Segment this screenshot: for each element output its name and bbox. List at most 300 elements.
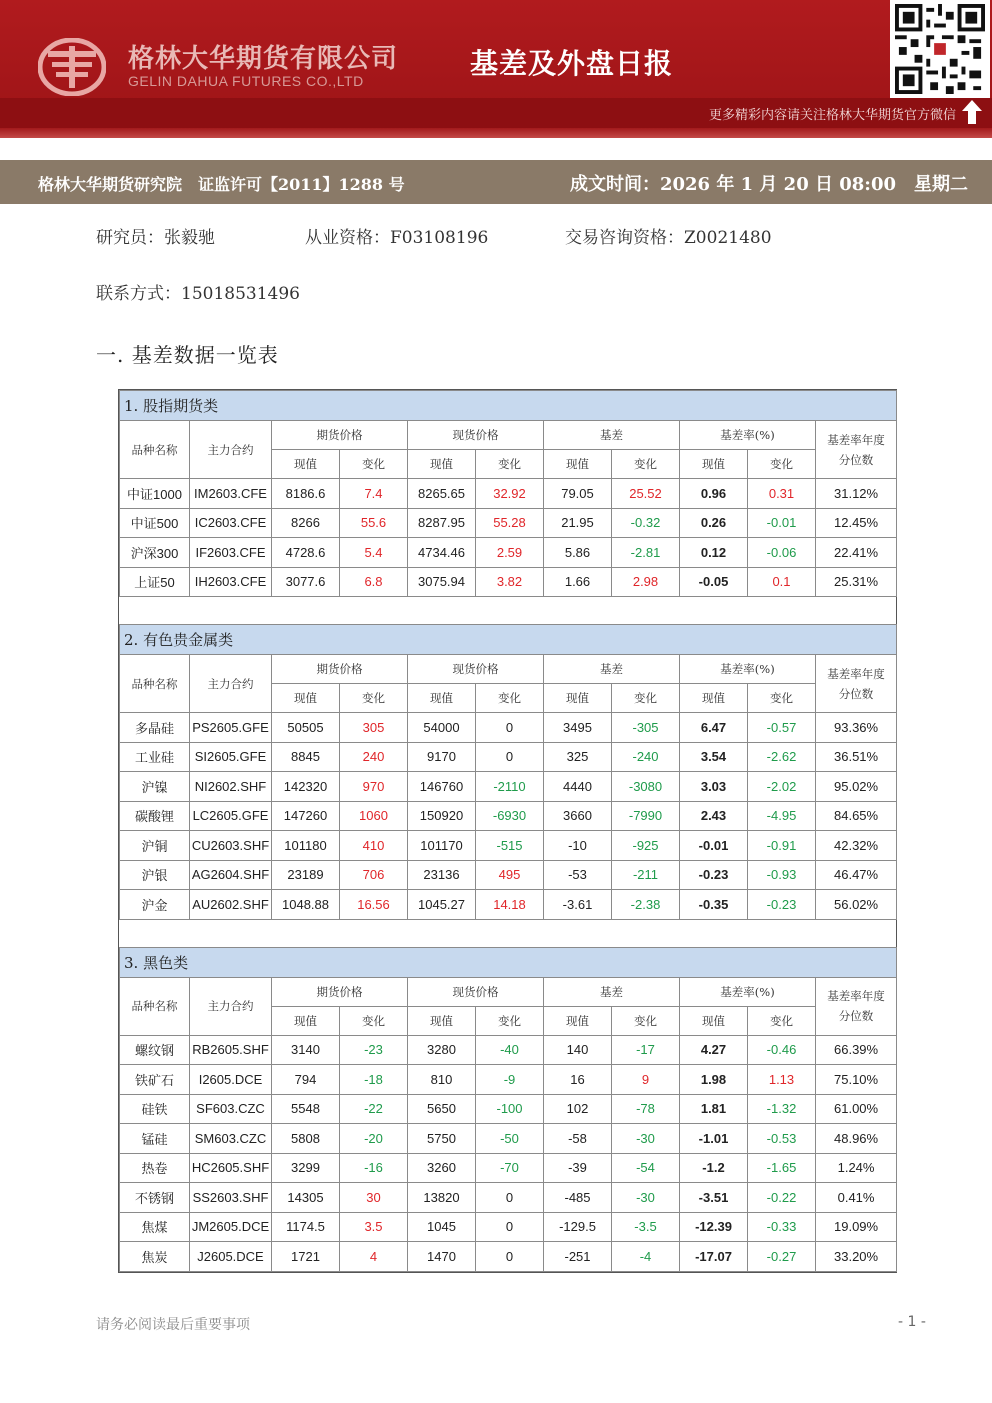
qualification: 从业资格：F03108196	[305, 228, 489, 248]
cell-spot-change: -70	[476, 1153, 544, 1183]
col-header-futures: 期货价格	[272, 655, 408, 684]
cell-basis: -58	[544, 1124, 612, 1154]
cell-futures-price: 8845	[272, 742, 340, 772]
spacer-cell	[120, 919, 897, 947]
table-body	[120, 479, 897, 597]
cell-basis: 3660	[544, 801, 612, 831]
col-header-contract: 主力合约	[190, 977, 272, 1035]
cell-spot-price: 8287.95	[408, 508, 476, 538]
col-header-current: 现值	[408, 1006, 476, 1035]
cell-basis-rate-change: 0.1	[748, 567, 816, 597]
cell-futures-change: 4	[340, 1242, 408, 1272]
cell-spot-change: -9	[476, 1065, 544, 1095]
cell-basis-change: -17	[612, 1035, 680, 1065]
cell-spot-change: 0	[476, 713, 544, 743]
cell-contract: SM603.CZC	[190, 1124, 272, 1154]
company-name-cn: 格林大华期货有限公司	[128, 44, 399, 74]
cell-spot-price: 1045	[408, 1212, 476, 1242]
table-section	[120, 391, 897, 479]
col-header-current: 现值	[544, 684, 612, 713]
cell-percentile: 56.02%	[816, 890, 897, 920]
col-header-percentile: 基差率年度分位数	[816, 421, 897, 479]
cell-percentile: 0.41%	[816, 1183, 897, 1213]
cell-contract: PS2605.GFE	[190, 713, 272, 743]
cell-name: 硅铁	[120, 1094, 190, 1124]
cell-basis-rate-change: 1.13	[748, 1065, 816, 1095]
cell-basis-rate: 3.54	[680, 742, 748, 772]
cell-futures-price: 147260	[272, 801, 340, 831]
table-row	[120, 890, 897, 920]
col-header-contract: 主力合约	[190, 421, 272, 479]
cell-futures-price: 142320	[272, 772, 340, 802]
table-body	[120, 713, 897, 920]
cell-basis-rate: 3.03	[680, 772, 748, 802]
cell-futures-price: 1174.5	[272, 1212, 340, 1242]
cell-futures-change: 305	[340, 713, 408, 743]
table-row	[120, 1065, 897, 1095]
table-row	[120, 1153, 897, 1183]
cell-basis-rate-change: -1.65	[748, 1153, 816, 1183]
col-header-basis-rate: 基差率(%)	[680, 421, 816, 450]
cell-name: 焦炭	[120, 1242, 190, 1272]
cell-basis-rate: -17.07	[680, 1242, 748, 1272]
cell-basis-rate-change: -0.23	[748, 890, 816, 920]
cell-basis-rate-change: -4.95	[748, 801, 816, 831]
cell-futures-price: 3299	[272, 1153, 340, 1183]
cell-contract: IC2603.CFE	[190, 508, 272, 538]
col-header-contract: 主力合约	[190, 655, 272, 713]
col-header-spot: 现货价格	[408, 421, 544, 450]
category-title: 2. 有色贵金属类	[120, 625, 897, 655]
cell-futures-price: 3140	[272, 1035, 340, 1065]
cell-basis-change: 25.52	[612, 479, 680, 509]
cell-spot-change: 0	[476, 742, 544, 772]
cell-basis-change: -30	[612, 1124, 680, 1154]
cell-spot-price: 3280	[408, 1035, 476, 1065]
category-title: 3. 黑色类	[120, 947, 897, 977]
cell-spot-change: -6930	[476, 801, 544, 831]
company-name-en: GELIN DAHUA FUTURES CO.,LTD	[128, 73, 364, 89]
cell-basis-rate-change: -0.46	[748, 1035, 816, 1065]
cell-basis-change: -925	[612, 831, 680, 861]
cell-basis-rate-change: -0.91	[748, 831, 816, 861]
cell-futures-change: 5.4	[340, 538, 408, 568]
cell-contract: NI2602.SHF	[190, 772, 272, 802]
cell-basis-change: -78	[612, 1094, 680, 1124]
cell-futures-price: 1048.88	[272, 890, 340, 920]
cell-spot-change: -2110	[476, 772, 544, 802]
cell-name: 沪深300	[120, 538, 190, 568]
cell-basis: 3495	[544, 713, 612, 743]
cell-contract: CU2603.SHF	[190, 831, 272, 861]
cell-futures-change: 3.5	[340, 1212, 408, 1242]
cell-futures-price: 3077.6	[272, 567, 340, 597]
cell-basis-rate-change: -2.62	[748, 742, 816, 772]
cell-basis-change: -3080	[612, 772, 680, 802]
cell-basis-rate-change: -2.02	[748, 772, 816, 802]
cell-spot-price: 1470	[408, 1242, 476, 1272]
col-header-percentile: 基差率年度分位数	[816, 655, 897, 713]
section-spacer	[120, 597, 897, 625]
cell-contract: LC2605.GFE	[190, 801, 272, 831]
col-header-change: 变化	[612, 450, 680, 479]
col-header-spot: 现货价格	[408, 655, 544, 684]
cell-spot-change: 3.82	[476, 567, 544, 597]
cell-basis: -485	[544, 1183, 612, 1213]
cell-basis-rate: 0.12	[680, 538, 748, 568]
col-header-futures: 期货价格	[272, 977, 408, 1006]
cell-futures-change: 55.6	[340, 508, 408, 538]
cell-basis: -39	[544, 1153, 612, 1183]
cell-contract: SF603.CZC	[190, 1094, 272, 1124]
col-header-current: 现值	[408, 684, 476, 713]
cell-spot-price: 101170	[408, 831, 476, 861]
cell-contract: AU2602.SHF	[190, 890, 272, 920]
cell-contract: SI2605.GFE	[190, 742, 272, 772]
cell-spot-change: -40	[476, 1035, 544, 1065]
cell-basis-rate-change: -0.06	[748, 538, 816, 568]
cell-futures-price: 794	[272, 1065, 340, 1095]
col-header-change: 变化	[476, 450, 544, 479]
table-row	[120, 538, 897, 568]
cell-name: 沪银	[120, 860, 190, 890]
col-header-change: 变化	[340, 1006, 408, 1035]
cell-spot-change: -50	[476, 1124, 544, 1154]
cell-basis: 102	[544, 1094, 612, 1124]
cell-basis-rate: 1.98	[680, 1065, 748, 1095]
cell-spot-change: 0	[476, 1183, 544, 1213]
cell-name: 上证50	[120, 567, 190, 597]
basis-table	[119, 390, 897, 1272]
cell-basis-rate: 1.81	[680, 1094, 748, 1124]
cell-contract: HC2605.SHF	[190, 1153, 272, 1183]
company-logo-icon	[38, 38, 106, 96]
cell-basis-change: -240	[612, 742, 680, 772]
cell-basis-change: -4	[612, 1242, 680, 1272]
col-header-change: 变化	[340, 684, 408, 713]
cell-basis-change: 2.98	[612, 567, 680, 597]
cell-name: 螺纹钢	[120, 1035, 190, 1065]
table-row	[120, 860, 897, 890]
cell-spot-price: 150920	[408, 801, 476, 831]
cell-futures-change: -20	[340, 1124, 408, 1154]
researcher: 研究员：张毅驰	[96, 228, 215, 248]
cell-percentile: 93.36%	[816, 713, 897, 743]
qr-code	[890, 0, 990, 98]
cell-name: 沪镍	[120, 772, 190, 802]
cell-percentile: 95.02%	[816, 772, 897, 802]
cell-spot-change: 0	[476, 1212, 544, 1242]
table-row	[120, 1124, 897, 1154]
table-body	[120, 1035, 897, 1271]
cell-spot-price: 23136	[408, 860, 476, 890]
col-header-spot: 现货价格	[408, 977, 544, 1006]
cell-spot-price: 54000	[408, 713, 476, 743]
table-section	[120, 625, 897, 713]
col-header-current: 现值	[272, 450, 340, 479]
cell-spot-price: 4734.46	[408, 538, 476, 568]
cell-spot-price: 5750	[408, 1124, 476, 1154]
section-title: 一. 基差数据一览表	[96, 343, 279, 367]
cell-futures-change: 970	[340, 772, 408, 802]
col-header-current: 现值	[544, 450, 612, 479]
cell-futures-change: -16	[340, 1153, 408, 1183]
cell-name: 热卷	[120, 1153, 190, 1183]
arrow-up-icon	[962, 100, 982, 124]
cell-basis: -53	[544, 860, 612, 890]
col-header-current: 现值	[272, 1006, 340, 1035]
cell-basis: 5.86	[544, 538, 612, 568]
cell-basis-change: -211	[612, 860, 680, 890]
cell-contract: IF2603.CFE	[190, 538, 272, 568]
cell-basis: 325	[544, 742, 612, 772]
cell-name: 碳酸锂	[120, 801, 190, 831]
cell-spot-change: -515	[476, 831, 544, 861]
col-header-percentile: 基差率年度分位数	[816, 977, 897, 1035]
cell-basis-rate: -1.01	[680, 1124, 748, 1154]
basis-tables	[118, 389, 897, 1273]
cell-basis: 21.95	[544, 508, 612, 538]
cell-basis-rate: -0.23	[680, 860, 748, 890]
col-header-change: 变化	[748, 450, 816, 479]
cell-percentile: 25.31%	[816, 567, 897, 597]
table-row	[120, 1183, 897, 1213]
cell-spot-price: 5650	[408, 1094, 476, 1124]
cell-basis-rate-change: -0.22	[748, 1183, 816, 1213]
cell-name: 工业硅	[120, 742, 190, 772]
cell-basis-rate: -12.39	[680, 1212, 748, 1242]
cell-futures-change: 30	[340, 1183, 408, 1213]
cell-futures-change: 6.8	[340, 567, 408, 597]
cell-percentile: 75.10%	[816, 1065, 897, 1095]
table-row	[120, 772, 897, 802]
cell-futures-change: -18	[340, 1065, 408, 1095]
cell-futures-price: 5808	[272, 1124, 340, 1154]
table-row	[120, 1242, 897, 1272]
col-header-basis-rate: 基差率(%)	[680, 977, 816, 1006]
cell-futures-price: 1721	[272, 1242, 340, 1272]
cell-contract: J2605.DCE	[190, 1242, 272, 1272]
cell-basis-rate-change: -0.01	[748, 508, 816, 538]
cell-spot-price: 9170	[408, 742, 476, 772]
col-header-change: 变化	[340, 450, 408, 479]
table-row	[120, 713, 897, 743]
cell-contract: I2605.DCE	[190, 1065, 272, 1095]
cell-spot-change: 55.28	[476, 508, 544, 538]
cell-basis: -251	[544, 1242, 612, 1272]
col-header-name: 品种名称	[120, 655, 190, 713]
cell-percentile: 46.47%	[816, 860, 897, 890]
cell-basis-change: -3.5	[612, 1212, 680, 1242]
cell-spot-change: -100	[476, 1094, 544, 1124]
qr-code-icon	[894, 4, 986, 94]
cell-basis-rate: -0.35	[680, 890, 748, 920]
table-row	[120, 508, 897, 538]
table-row	[120, 1035, 897, 1065]
cell-basis-change: 9	[612, 1065, 680, 1095]
col-header-change: 变化	[476, 1006, 544, 1035]
cell-name: 焦煤	[120, 1212, 190, 1242]
table-section	[120, 947, 897, 1035]
cell-basis-rate-change: -0.27	[748, 1242, 816, 1272]
cell-basis-rate: 2.43	[680, 801, 748, 831]
cell-percentile: 22.41%	[816, 538, 897, 568]
page-number: - 1 -	[898, 1314, 926, 1330]
cell-percentile: 31.12%	[816, 479, 897, 509]
cell-contract: JM2605.DCE	[190, 1212, 272, 1242]
cell-futures-price: 14305	[272, 1183, 340, 1213]
cell-basis-rate: 0.26	[680, 508, 748, 538]
cell-spot-change: 14.18	[476, 890, 544, 920]
report-title: 基差及外盘日报	[470, 47, 674, 80]
col-header-basis-rate: 基差率(%)	[680, 655, 816, 684]
cell-futures-change: 1060	[340, 801, 408, 831]
col-header-change: 变化	[612, 1006, 680, 1035]
cell-spot-change: 0	[476, 1242, 544, 1272]
cell-futures-change: 410	[340, 831, 408, 861]
col-header-basis: 基差	[544, 421, 680, 450]
col-header-change: 变化	[476, 684, 544, 713]
col-header-current: 现值	[680, 450, 748, 479]
cell-percentile: 48.96%	[816, 1124, 897, 1154]
cell-spot-price: 3260	[408, 1153, 476, 1183]
cell-contract: IM2603.CFE	[190, 479, 272, 509]
report-datetime: 成文时间：2026 年 1 月 20 日 08:00 星期二	[569, 174, 968, 195]
cell-futures-price: 4728.6	[272, 538, 340, 568]
cell-spot-price: 3075.94	[408, 567, 476, 597]
cell-name: 不锈钢	[120, 1183, 190, 1213]
cell-basis-change: -7990	[612, 801, 680, 831]
cell-spot-change: 2.59	[476, 538, 544, 568]
cell-percentile: 12.45%	[816, 508, 897, 538]
cell-futures-change: 706	[340, 860, 408, 890]
cell-basis-rate: -3.51	[680, 1183, 748, 1213]
table-row	[120, 479, 897, 509]
cell-basis-rate: 0.96	[680, 479, 748, 509]
cell-basis-rate-change: -0.53	[748, 1124, 816, 1154]
col-header-change: 变化	[748, 1006, 816, 1035]
cell-name: 中证1000	[120, 479, 190, 509]
col-header-current: 现值	[408, 450, 476, 479]
cell-percentile: 66.39%	[816, 1035, 897, 1065]
category-title: 1. 股指期货类	[120, 391, 897, 421]
cell-futures-price: 101180	[272, 831, 340, 861]
cell-basis-change: -2.38	[612, 890, 680, 920]
cell-percentile: 84.65%	[816, 801, 897, 831]
cell-name: 中证500	[120, 508, 190, 538]
col-header-basis: 基差	[544, 977, 680, 1006]
cell-futures-change: 240	[340, 742, 408, 772]
cell-basis-rate-change: -1.32	[748, 1094, 816, 1124]
cell-basis: 79.05	[544, 479, 612, 509]
cell-futures-price: 8266	[272, 508, 340, 538]
cell-name: 铁矿石	[120, 1065, 190, 1095]
cell-spot-change: 495	[476, 860, 544, 890]
cell-basis-rate-change: -0.33	[748, 1212, 816, 1242]
cell-futures-change: 7.4	[340, 479, 408, 509]
cell-basis-rate-change: 0.31	[748, 479, 816, 509]
cell-contract: AG2604.SHF	[190, 860, 272, 890]
cell-percentile: 1.24%	[816, 1153, 897, 1183]
cell-basis-change: -2.81	[612, 538, 680, 568]
cell-basis: 4440	[544, 772, 612, 802]
col-header-current: 现值	[272, 684, 340, 713]
cell-percentile: 61.00%	[816, 1094, 897, 1124]
cell-basis-rate-change: -0.93	[748, 860, 816, 890]
cell-name: 沪铜	[120, 831, 190, 861]
col-header-current: 现值	[544, 1006, 612, 1035]
table-row	[120, 1212, 897, 1242]
cell-contract: IH2603.CFE	[190, 567, 272, 597]
cell-spot-change: 32.92	[476, 479, 544, 509]
col-header-current: 现值	[680, 684, 748, 713]
cell-futures-change: -22	[340, 1094, 408, 1124]
follow-wechat-note: 更多精彩内容请关注格林大华期货官方微信	[708, 108, 956, 123]
cell-basis-change: -305	[612, 713, 680, 743]
cell-futures-price: 8186.6	[272, 479, 340, 509]
contact: 联系方式：15018531496	[96, 284, 300, 304]
footer-disclaimer: 请务必阅读最后重要事项	[96, 1317, 250, 1333]
col-header-name: 品种名称	[120, 421, 190, 479]
cell-contract: SS2603.SHF	[190, 1183, 272, 1213]
cell-name: 沪金	[120, 890, 190, 920]
cell-futures-change: -23	[340, 1035, 408, 1065]
cell-name: 多晶硅	[120, 713, 190, 743]
table-row	[120, 1094, 897, 1124]
cell-basis: 140	[544, 1035, 612, 1065]
institute-license: 格林大华期货研究院 证监许可【2011】1288 号	[38, 175, 405, 194]
table-row	[120, 801, 897, 831]
cell-futures-price: 23189	[272, 860, 340, 890]
col-header-change: 变化	[612, 684, 680, 713]
col-header-name: 品种名称	[120, 977, 190, 1035]
cell-spot-price: 810	[408, 1065, 476, 1095]
col-header-basis: 基差	[544, 655, 680, 684]
cell-percentile: 42.32%	[816, 831, 897, 861]
cell-basis-rate: -0.01	[680, 831, 748, 861]
cell-name: 锰硅	[120, 1124, 190, 1154]
spacer-cell	[120, 597, 897, 625]
cell-basis: -129.5	[544, 1212, 612, 1242]
cell-percentile: 36.51%	[816, 742, 897, 772]
cell-basis: 16	[544, 1065, 612, 1095]
table-row	[120, 831, 897, 861]
cell-basis-rate: 4.27	[680, 1035, 748, 1065]
cell-basis: 1.66	[544, 567, 612, 597]
section-spacer	[120, 919, 897, 947]
cell-futures-price: 5548	[272, 1094, 340, 1124]
cell-basis-change: -30	[612, 1183, 680, 1213]
cell-contract: RB2605.SHF	[190, 1035, 272, 1065]
cell-basis-rate: -1.2	[680, 1153, 748, 1183]
cell-percentile: 19.09%	[816, 1212, 897, 1242]
cell-basis: -10	[544, 831, 612, 861]
table-row	[120, 742, 897, 772]
cell-spot-price: 13820	[408, 1183, 476, 1213]
col-header-futures: 期货价格	[272, 421, 408, 450]
cell-futures-price: 50505	[272, 713, 340, 743]
table-row	[120, 567, 897, 597]
cell-futures-change: 16.56	[340, 890, 408, 920]
cell-basis: -3.61	[544, 890, 612, 920]
cell-spot-price: 1045.27	[408, 890, 476, 920]
cell-basis-change: -0.32	[612, 508, 680, 538]
col-header-change: 变化	[748, 684, 816, 713]
cell-percentile: 33.20%	[816, 1242, 897, 1272]
col-header-current: 现值	[680, 1006, 748, 1035]
cell-basis-rate-change: -0.57	[748, 713, 816, 743]
cell-basis-rate: 6.47	[680, 713, 748, 743]
